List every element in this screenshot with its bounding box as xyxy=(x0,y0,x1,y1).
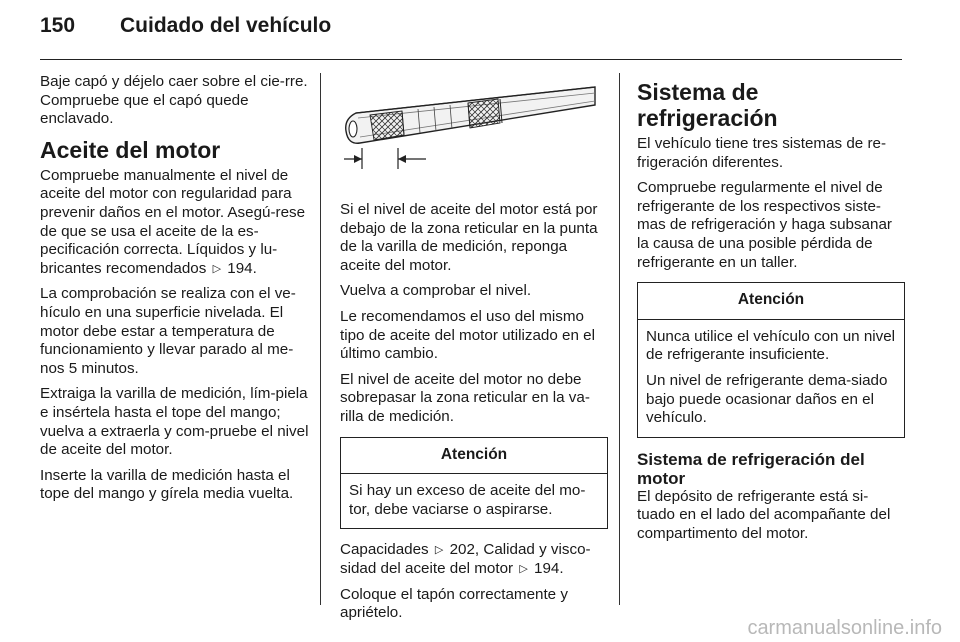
page-title: Cuidado del vehículo xyxy=(120,14,332,37)
page-number: 150 xyxy=(40,14,76,37)
coolant-check-text: Compruebe regularmente el nivel de refrigerante de los respectivos siste-mas de refrigeración y haga subsanar la causa de una posible pérdida de refrigerante en un taller. xyxy=(637,179,892,271)
warning-text-2: Un nivel de refrigerante dema-siado bajo puede ocasionar daños en el vehículo. xyxy=(646,371,888,427)
dipstick-diagram xyxy=(340,73,602,197)
recheck-level-text: Vuelva a comprobar el nivel. xyxy=(340,282,532,300)
reference-arrow-icon: ▷ xyxy=(519,562,528,575)
cooling-system-heading: Sistema de refrigeración xyxy=(637,79,778,131)
oil-check-text: Compruebe manualmente el nivel de aceite del motor con regularidad para prevenir daños en el motor. Asegú-rese de que se usa el aceite de la es-pecificación correcta. Líquidos y lu-bricantes recomendados xyxy=(40,166,306,277)
column-divider-2 xyxy=(619,73,620,605)
column-left xyxy=(40,73,310,511)
site-watermark: carmanualsonline.info xyxy=(747,617,942,639)
oil-check-paragraph xyxy=(40,167,310,279)
oil-quality-page-link[interactable]: 194. xyxy=(534,559,564,577)
warning-text-1: Nunca utilice el vehículo con un nivel de refrigerante insuficiente. xyxy=(646,327,896,364)
column-divider-1 xyxy=(320,73,321,605)
cap-tighten-text: Coloque el tapón correctamente y apriételo. xyxy=(340,585,568,622)
warning-title: Atención xyxy=(638,283,904,320)
check-conditions-text: La comprobación se realiza con el ve-hículo en una superficie nivelada. El motor debe estar a temperatura de funcionamiento y llevar parado al me-nos 5 minutos. xyxy=(40,285,296,377)
engine-cooling-subheading: Sistema de refrigeración del motor xyxy=(637,449,865,488)
warning-title: Atención xyxy=(341,438,607,475)
cooling-intro-text: El vehículo tiene tres sistemas de re-frigeración diferentes. xyxy=(637,135,887,171)
header-divider xyxy=(40,59,902,60)
hood-closing-text: Baje capó y déjelo caer sobre el cie-rre. Compruebe que el capó quede enclavado. xyxy=(40,73,308,128)
max-level-text: El nivel de aceite del motor no debe sobrepasar la zona reticular en la va-rilla de medición. xyxy=(340,370,590,425)
column-middle xyxy=(340,73,608,630)
same-oil-type-text: Le recomendamos el uso del mismo tipo de aceite del motor utilizado en el último cambio. xyxy=(340,307,595,363)
oil-warning-box xyxy=(340,437,608,530)
capacities-paragraph xyxy=(340,541,608,578)
refill-oil-text: Si el nivel de aceite del motor está por debajo de la zona reticular en la punta de la varilla de medición, reponga aceite del motor. xyxy=(340,201,598,274)
dipstick-insert-text: Inserte la varilla de medición hasta el tope del mango y gírela media vuelta. xyxy=(40,466,294,503)
column-right xyxy=(637,73,905,551)
capacities-label: Capacidades xyxy=(340,541,429,559)
reservoir-location-text: El depósito de refrigerante está si-tuado en el lado del acompañante del compartimento del motor. xyxy=(637,487,891,542)
reference-arrow-icon: ▷ xyxy=(212,262,222,275)
warning-text: Si hay un exceso de aceite del mo-tor, debe vaciarse o aspirarse. xyxy=(349,482,586,518)
engine-oil-heading: Aceite del motor xyxy=(40,136,221,163)
capacities-page-link[interactable]: 202, Calidad y visco-sidad del aceite del motor xyxy=(340,541,591,577)
lubricants-page-link[interactable]: 194. xyxy=(227,259,257,277)
dipstick-extract-text: Extraiga la varilla de medición, lím-piela e insértela hasta el tope del mango; vuelva a extraerla y com-pruebe el nivel de aceite del motor. xyxy=(40,385,309,459)
coolant-warning-box xyxy=(637,282,905,438)
reference-arrow-icon: ▷ xyxy=(434,544,444,557)
